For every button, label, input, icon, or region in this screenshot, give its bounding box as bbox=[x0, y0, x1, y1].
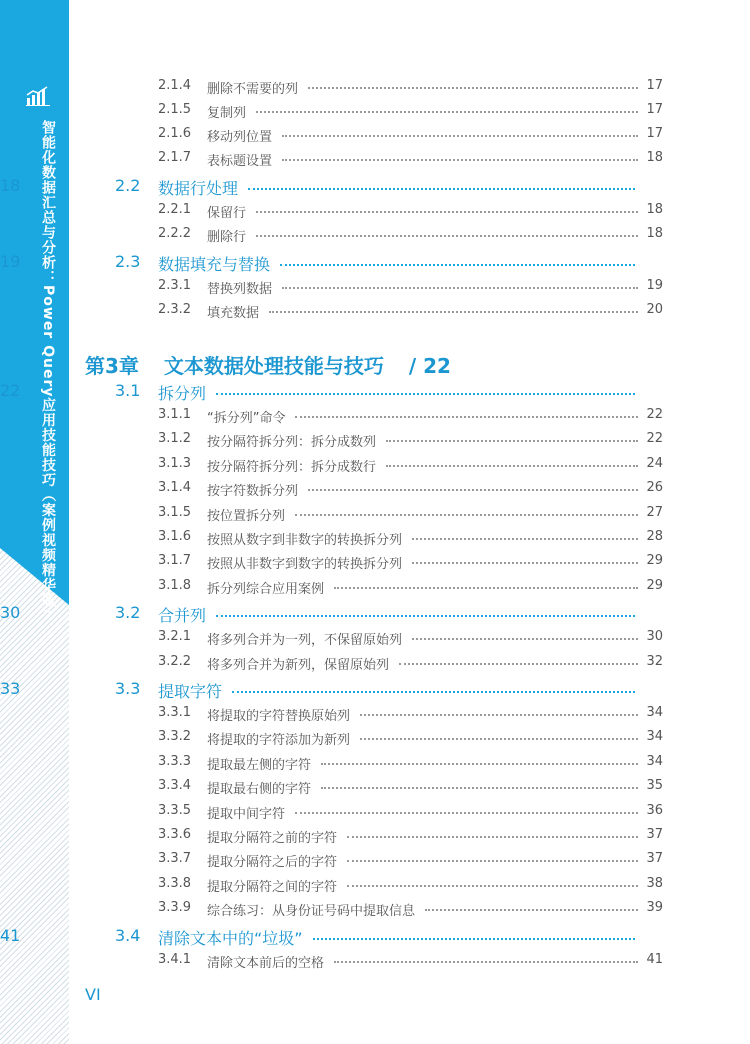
toc-number: 3.3 bbox=[115, 679, 141, 698]
toc-title: 将多列合并为一列，不保留原始列 bbox=[207, 633, 403, 649]
toc-page: 37 bbox=[646, 851, 663, 867]
toc-subsection bbox=[0, 150, 663, 172]
toc-number: 3.1 bbox=[115, 381, 141, 400]
toc-leader bbox=[399, 663, 638, 665]
toc-page: 34 bbox=[646, 705, 663, 720]
toc-number: 2.2.1 bbox=[158, 202, 192, 217]
toc-title: “拆分列”命令 bbox=[207, 411, 286, 426]
toc-subsection bbox=[0, 302, 663, 324]
toc-subsection bbox=[0, 705, 663, 727]
chapter-heading bbox=[85, 350, 469, 379]
chapter-title: 文本数据处理技能与技巧 bbox=[163, 354, 384, 378]
toc-title: 删除不需要的列 bbox=[207, 82, 299, 97]
toc-leader bbox=[282, 159, 638, 161]
toc-leader bbox=[256, 235, 638, 237]
toc-page: 22 bbox=[0, 381, 21, 400]
toc-section bbox=[0, 176, 663, 198]
toc-number: 3.3.6 bbox=[158, 827, 192, 842]
toc-leader bbox=[386, 465, 638, 467]
toc-subsection bbox=[0, 952, 663, 974]
toc-subsection bbox=[0, 126, 663, 148]
toc-number: 3.3.2 bbox=[158, 729, 192, 745]
toc-subsection bbox=[0, 407, 663, 429]
toc-leader bbox=[256, 111, 638, 113]
toc-leader bbox=[256, 211, 638, 213]
book-title: 智能化数据汇总与分析：Power Query应用技能技巧（案例视频精华版） bbox=[40, 120, 56, 623]
toc-number: 3.1.7 bbox=[158, 553, 192, 569]
toc-number: 3.3.9 bbox=[158, 900, 192, 916]
toc-subsection bbox=[0, 480, 663, 502]
toc-title: 清除文本前后的空格 bbox=[207, 955, 325, 971]
toc-title: 按位置拆分列 bbox=[207, 508, 286, 524]
toc-page: 39 bbox=[646, 900, 663, 916]
toc-subsection bbox=[0, 654, 663, 676]
chapter-label: 第3章 bbox=[85, 354, 139, 378]
toc-subsection bbox=[0, 827, 663, 849]
toc-page: 29 bbox=[646, 553, 663, 569]
toc-number: 3.2.2 bbox=[158, 653, 192, 669]
toc-number: 2.1.4 bbox=[158, 78, 192, 93]
toc-page: 26 bbox=[646, 480, 663, 496]
toc-title: 移动列位置 bbox=[207, 130, 273, 145]
toc-page: 17 bbox=[646, 102, 663, 117]
toc-page: 17 bbox=[646, 126, 663, 141]
toc-page: 38 bbox=[646, 875, 663, 891]
toc-number: 3.3.7 bbox=[158, 851, 192, 867]
toc-number: 3.4.1 bbox=[158, 951, 192, 967]
toc-leader bbox=[386, 440, 638, 442]
toc-title: 按分隔符拆分列：拆分成数列 bbox=[207, 435, 377, 451]
toc-page: 24 bbox=[646, 455, 663, 471]
toc-page: 29 bbox=[646, 577, 663, 593]
toc-subsection bbox=[0, 456, 663, 478]
toc-subsection bbox=[0, 278, 663, 300]
toc-section bbox=[0, 603, 663, 625]
toc-title: 按字符数拆分列 bbox=[207, 484, 299, 500]
toc-title: 提取分隔符之前的字符 bbox=[207, 831, 338, 846]
toc-title: 数据行处理 bbox=[158, 179, 239, 198]
toc-number: 3.1.4 bbox=[158, 480, 192, 496]
toc-title: 提取分隔符之后的字符 bbox=[207, 855, 338, 871]
toc-leader bbox=[347, 836, 638, 838]
toc-title: 提取中间字符 bbox=[207, 806, 286, 822]
toc-title: 合并列 bbox=[158, 606, 207, 626]
toc-subsection bbox=[0, 102, 663, 124]
toc-title: 表标题设置 bbox=[207, 154, 273, 169]
toc-section bbox=[0, 252, 663, 274]
toc-leader bbox=[347, 860, 638, 862]
toc-number: 2.3.1 bbox=[158, 278, 192, 293]
toc-number: 3.2.1 bbox=[158, 629, 192, 645]
toc-title: 替换列数据 bbox=[207, 282, 273, 297]
chapter-page: / 22 bbox=[408, 354, 451, 378]
toc-subsection bbox=[0, 851, 663, 873]
toc-leader bbox=[248, 188, 635, 190]
toc-leader bbox=[269, 311, 638, 313]
toc-title: 复制列 bbox=[207, 106, 247, 121]
toc-page: 17 bbox=[646, 78, 663, 93]
toc-leader bbox=[334, 587, 638, 589]
toc-number: 3.2 bbox=[115, 603, 141, 623]
toc-section bbox=[0, 381, 663, 403]
toc-page: 37 bbox=[646, 827, 663, 842]
toc-leader bbox=[295, 812, 638, 814]
toc-number: 3.1.8 bbox=[158, 577, 192, 593]
toc-section bbox=[0, 926, 663, 948]
toc-number: 2.1.6 bbox=[158, 126, 192, 141]
toc-leader bbox=[280, 264, 635, 266]
toc-page: 19 bbox=[0, 252, 21, 271]
toc-title: 按分隔符拆分列：拆分成数行 bbox=[207, 459, 377, 475]
toc-subsection bbox=[0, 553, 663, 575]
toc-leader bbox=[334, 961, 638, 963]
toc-number: 2.2 bbox=[115, 176, 141, 195]
toc-leader bbox=[295, 416, 638, 418]
toc-subsection bbox=[0, 202, 663, 224]
toc-subsection bbox=[0, 431, 663, 453]
toc-title: 删除行 bbox=[207, 230, 247, 245]
toc-leader bbox=[360, 738, 638, 740]
toc-number: 3.4 bbox=[115, 925, 141, 945]
toc-title: 综合练习：从身份证号码中提取信息 bbox=[207, 904, 416, 920]
toc-title: 数据填充与替换 bbox=[158, 255, 271, 274]
toc-title: 按照从非数字到数字的转换拆分列 bbox=[207, 557, 403, 573]
toc-leader bbox=[425, 909, 638, 911]
toc-subsection bbox=[0, 226, 663, 248]
toc-subsection bbox=[0, 729, 663, 751]
toc-subsection bbox=[0, 78, 663, 100]
toc-page: 22 bbox=[646, 431, 663, 447]
toc-number: 2.3 bbox=[115, 252, 141, 271]
toc-page: 19 bbox=[646, 278, 663, 293]
toc-title: 提取分隔符之间的字符 bbox=[207, 879, 338, 895]
toc-page: 34 bbox=[646, 753, 663, 769]
toc-title: 将多列合并为新列，保留原始列 bbox=[207, 657, 390, 673]
toc-page: 35 bbox=[646, 778, 663, 794]
toc-leader bbox=[216, 615, 635, 617]
toc-number: 2.2.2 bbox=[158, 226, 192, 241]
toc-page: 20 bbox=[646, 302, 663, 317]
toc-page: 41 bbox=[0, 925, 21, 945]
page-number: VI bbox=[85, 985, 101, 1004]
toc-leader bbox=[321, 787, 638, 789]
toc-number: 2.3.2 bbox=[158, 302, 192, 317]
toc-leader bbox=[412, 638, 638, 640]
toc-title: 拆分列 bbox=[158, 384, 207, 403]
toc-section bbox=[0, 679, 663, 701]
toc-subsection bbox=[0, 803, 663, 825]
toc-leader bbox=[313, 938, 635, 940]
toc-title: 填充数据 bbox=[207, 306, 260, 321]
toc-leader bbox=[412, 538, 638, 540]
toc-page: 28 bbox=[646, 529, 663, 544]
toc-title: 保留行 bbox=[207, 206, 247, 221]
toc-leader bbox=[308, 87, 638, 89]
toc-subsection bbox=[0, 529, 663, 551]
toc-leader bbox=[412, 562, 638, 564]
toc-leader bbox=[308, 489, 638, 491]
toc-number: 3.3.3 bbox=[158, 753, 192, 769]
toc-subsection bbox=[0, 778, 663, 800]
toc-page: 18 bbox=[646, 202, 663, 217]
toc-title: 提取最左侧的字符 bbox=[207, 757, 312, 773]
toc-page: 32 bbox=[646, 653, 663, 669]
toc-leader bbox=[282, 135, 638, 137]
toc-number: 3.1.6 bbox=[158, 529, 192, 544]
toc-subsection bbox=[0, 754, 663, 776]
toc-subsection bbox=[0, 900, 663, 922]
toc-page: 18 bbox=[0, 176, 21, 195]
toc-leader bbox=[216, 393, 635, 395]
toc-number: 3.1.5 bbox=[158, 504, 192, 520]
toc-number: 3.1.2 bbox=[158, 431, 192, 447]
toc-number: 3.3.5 bbox=[158, 802, 192, 818]
toc-page: 30 bbox=[646, 629, 663, 645]
toc-leader bbox=[295, 514, 638, 516]
toc-page: 27 bbox=[646, 504, 663, 520]
toc-number: 3.3.4 bbox=[158, 778, 192, 794]
toc-title: 将提取的字符添加为新列 bbox=[207, 733, 351, 749]
toc-leader bbox=[282, 287, 638, 289]
toc-title: 清除文本中的“垃圾” bbox=[158, 928, 303, 948]
toc-leader bbox=[232, 691, 635, 693]
toc-page: 18 bbox=[646, 150, 663, 165]
toc-number: 3.3.1 bbox=[158, 705, 192, 720]
toc-number: 2.1.5 bbox=[158, 102, 192, 117]
toc-page: 22 bbox=[646, 407, 663, 422]
toc-number: 3.1.3 bbox=[158, 455, 192, 471]
toc-subsection bbox=[0, 505, 663, 527]
toc-page: 33 bbox=[0, 679, 21, 698]
toc-page: 36 bbox=[646, 802, 663, 818]
toc-title: 提取字符 bbox=[158, 682, 223, 701]
toc-page: 30 bbox=[0, 603, 21, 623]
toc-subsection bbox=[0, 629, 663, 651]
toc-title: 提取最右侧的字符 bbox=[207, 782, 312, 798]
toc-subsection bbox=[0, 876, 663, 898]
toc-page: 34 bbox=[646, 729, 663, 745]
toc-title: 拆分列综合应用案例 bbox=[207, 581, 325, 597]
toc-leader bbox=[347, 885, 638, 887]
toc-leader bbox=[360, 714, 638, 716]
toc-subsection bbox=[0, 578, 663, 600]
toc-number: 3.3.8 bbox=[158, 875, 192, 891]
toc-page: 18 bbox=[646, 226, 663, 241]
toc-title: 将提取的字符替换原始列 bbox=[207, 709, 351, 724]
toc-number: 2.1.7 bbox=[158, 150, 192, 165]
toc-leader bbox=[321, 763, 638, 765]
toc-page: 41 bbox=[646, 951, 663, 967]
toc-number: 3.1.1 bbox=[158, 407, 192, 422]
toc-title: 按照从数字到非数字的转换拆分列 bbox=[207, 533, 403, 548]
